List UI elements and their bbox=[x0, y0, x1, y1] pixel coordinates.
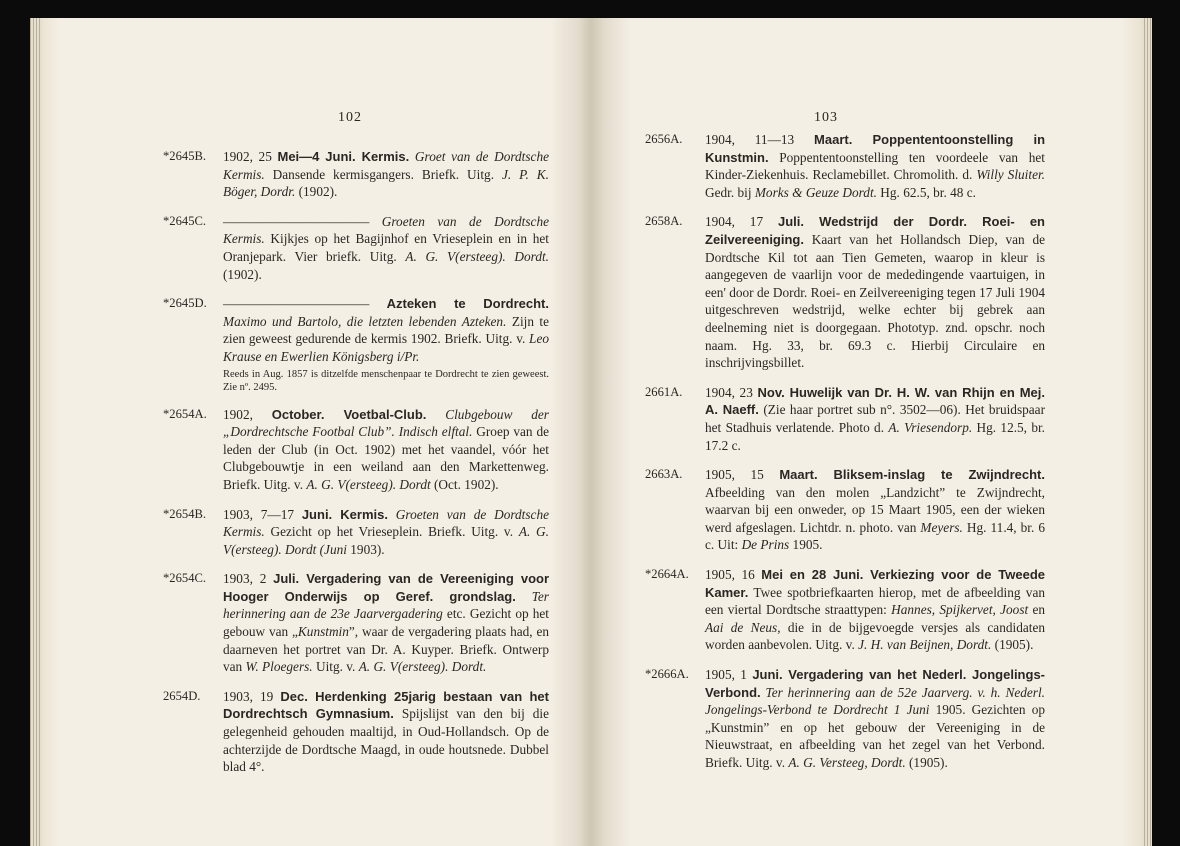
entry-title-italic: J. H. van Beijnen, Dordt. bbox=[858, 637, 992, 653]
entry-heading: Mei—4 Juni. Kermis. bbox=[277, 149, 410, 164]
entry-text: 1905. bbox=[789, 537, 823, 553]
entry-text: 1903, 2 bbox=[223, 571, 274, 587]
entry-text bbox=[388, 507, 396, 522]
entry-text: (1902). bbox=[223, 266, 262, 282]
right-page bbox=[591, 18, 1152, 846]
entry-number: 2663A. bbox=[645, 467, 683, 482]
entry-text: en bbox=[1028, 602, 1045, 618]
entry-title-italic: A. G. V(ersteeg). Dordt bbox=[306, 476, 431, 492]
entry-title-italic: Groeten van de Dordtsche Kermis. bbox=[223, 506, 550, 540]
entry-text: Hg. 12.5, br. 17.2 c. bbox=[705, 419, 1045, 453]
entry-number: *2654C. bbox=[163, 571, 207, 586]
entry-number: *2654B. bbox=[163, 506, 207, 521]
page-edges bbox=[30, 18, 42, 846]
page-number: 103 bbox=[814, 110, 838, 125]
entry-text: 1904, 17 bbox=[705, 214, 778, 230]
entry-text: 1905, 1 bbox=[705, 667, 753, 683]
entry-number: 2658A. bbox=[645, 214, 683, 229]
entry-text: 1903, 19 bbox=[223, 688, 281, 704]
entry-heading: Maart. Bliksem-inslag te Zwijndrecht. bbox=[779, 467, 1046, 483]
entry-number: 2661A. bbox=[645, 384, 683, 399]
entry-text: 1905, 15 bbox=[705, 467, 780, 483]
entry-number: 2654D. bbox=[163, 688, 201, 703]
entry-heading: October. Voetbal-Club. bbox=[271, 406, 427, 422]
entry-title-italic: Groeten van de Dordtsche Kermis. bbox=[223, 213, 549, 247]
left-page bbox=[30, 18, 591, 846]
entry-title-italic: Ter herinnering aan de 23e Jaarvergadering bbox=[223, 588, 549, 622]
entry-text: Twee spotbriefkaarten hierop, met de afbeelding van een viertal Dordtsche straattypen: bbox=[705, 584, 1045, 618]
entry-title-italic: Leo Krause en Ewerlien Königsberg i/Pr. bbox=[223, 331, 549, 364]
catalog-entry bbox=[163, 570, 549, 676]
entry-title-italic: J. P. K. Böger, Dordr. bbox=[223, 166, 549, 200]
catalog-entry bbox=[163, 295, 549, 393]
entry-text: 1905. Gezichten op „Kunstmin” en op het gebouw der Vereeniging in de Nieuwstraat, en afbeelding van het zegel van het Verbond. Briefk. Uitg. v. bbox=[705, 702, 1045, 770]
entry-text: (1902). bbox=[295, 184, 338, 200]
entry-title-italic: Hannes, Spijkervet, Joost bbox=[891, 602, 1029, 618]
page-number: 102 bbox=[338, 110, 362, 125]
entry-heading: Maart. Poppententoonstelling in Kunstmin. bbox=[705, 132, 1046, 165]
entry-title-italic: Ter herinnering aan de 52e Jaarverg. v. h. Nederl. Jongelings-Verbond te Dordrecht 1 Juni bbox=[705, 684, 1045, 718]
catalog-entry bbox=[163, 688, 549, 776]
entry-heading: Mei en 28 Juni. Verkiezing voor de Tweede Kamer. bbox=[705, 567, 1045, 600]
catalog-entries bbox=[163, 148, 549, 788]
entry-text: 1902, 25 bbox=[223, 149, 278, 164]
entry-heading: Azteken te Dordrecht. bbox=[386, 296, 549, 312]
entry-text: Zijn te zien geweest gedurende de kermis 1902. Briefk. Uitg. v. bbox=[223, 313, 550, 347]
entry-title-italic: A. G. Versteeg, Dordt. bbox=[788, 755, 906, 770]
entry-text: (Zie haar portret sub n°. 3502—06). Het bruidspaar het Stadhuis verlatende. Photo d. bbox=[705, 402, 1046, 435]
entry-title-italic: W. Ploegers. bbox=[245, 659, 313, 675]
entry-text: etc. Gezicht op het gebouw van „ bbox=[223, 606, 549, 640]
entry-number: *2645B. bbox=[163, 149, 207, 163]
entry-title-italic: Kunstmin bbox=[297, 624, 349, 640]
catalog-entry bbox=[645, 131, 1045, 201]
entry-title-italic: A. G. V(ersteeg). Dordt. bbox=[405, 248, 549, 264]
entry-title-italic: A. G. V(ersteeg). Dordt (Juni bbox=[223, 524, 549, 557]
catalog-entries bbox=[645, 131, 1045, 784]
catalog-entry bbox=[163, 406, 549, 494]
catalog-entry bbox=[645, 384, 1045, 454]
entry-title-italic: Morks & Geuze Dordt. bbox=[754, 184, 877, 200]
entry-text: Dansende kermisgangers. Briefk. Uitg. bbox=[264, 166, 502, 182]
catalog-entry bbox=[645, 566, 1045, 654]
entry-title-italic: Willy Sluiter. bbox=[976, 167, 1045, 183]
entry-text: ——————————— bbox=[223, 296, 387, 312]
entry-text: Groep van de leden der Club (in Oct. 1902) met het vaandel, vóór het Clubgebouwtje in een weiland aan den Markettenweg. Briefk. Uitg. v. bbox=[223, 424, 549, 492]
catalog-entry bbox=[163, 148, 549, 201]
entry-text: ——————————— bbox=[223, 213, 382, 229]
entry-text: 1904, 23 bbox=[705, 384, 758, 400]
entry-title-italic: Groet van de Dordtsche Kermis. bbox=[223, 149, 549, 182]
entry-number: *2664A. bbox=[645, 567, 689, 582]
entry-number: *2654A. bbox=[163, 406, 207, 421]
entry-title-italic: A. G. V(ersteeg). Dordt. bbox=[358, 659, 487, 675]
entry-text: Hg. 11.4, br. 6 c. Uit: bbox=[705, 519, 1045, 553]
entry-text: Gedr. bij bbox=[705, 184, 755, 200]
entry-text bbox=[516, 589, 532, 604]
entry-title-italic: Clubgebouw der „Dordrechtsche Footbal Club”. Indisch elftal. bbox=[223, 406, 549, 440]
entry-text: 1903). bbox=[346, 541, 385, 557]
entry-number: *2645D. bbox=[163, 296, 207, 311]
entry-text: (Oct. 1902). bbox=[430, 476, 499, 492]
entry-text: ”, waar de vergadering plaats had, en daarneven het portret van Dr. A. Kuyper. Briefk. Ontwerp van bbox=[223, 624, 549, 675]
entry-number: *2645C. bbox=[163, 213, 207, 228]
entry-heading: Juli. Wedstrijd der Dordr. Roei- en Zeilvereeniging. bbox=[705, 214, 1045, 247]
entry-heading: Nov. Huwelijk van Dr. H. W. van Rhijn en Mej. A. Naeff. bbox=[705, 384, 1045, 418]
entry-note: Reeds in Aug. 1857 is ditzelfde menschenpaar te Dordrecht te zien geweest. Zie nº. 2495. bbox=[223, 368, 549, 393]
entry-title-italic: Maximo und Bartolo, die letzten lebenden Azteken. bbox=[223, 313, 507, 329]
catalog-entry bbox=[645, 666, 1045, 772]
entry-text: die in de bijgevoegde versjes als candidaten worden aanbevolen. Uitg. v. bbox=[705, 619, 1045, 653]
entry-text: Poppententoonstelling ten voordeele van het Kinder-Ziekenhuis. Reclamebillet. Chromolith. d. bbox=[705, 149, 1045, 183]
entry-text: 1905, 16 bbox=[705, 567, 762, 583]
entry-heading: Juni. Vergadering van het Nederl. Jongelings-Verbond. bbox=[705, 667, 1045, 700]
entry-text: Afbeelding van den molen „Landzicht” te Zwijndrecht, waarvan bij een onweder, op 15 Maart 1905, een der wieken werd afgeslagen. Lichtdr. n. photo. van bbox=[705, 484, 1045, 535]
open-book bbox=[30, 18, 1152, 846]
entry-text: (1905). bbox=[905, 755, 948, 770]
entry-heading: Juni. Kermis. bbox=[301, 506, 388, 522]
entry-title-italic: De Prins bbox=[741, 537, 790, 553]
entry-title-italic: A. Vriesendorp. bbox=[888, 419, 973, 435]
catalog-entry bbox=[163, 506, 549, 559]
catalog-entry bbox=[163, 213, 549, 283]
page-edges bbox=[1142, 18, 1152, 846]
entry-text: Hg. 62.5, br. 48 c. bbox=[876, 184, 976, 200]
entry-text: Spijslijst van den bij die gelegenheid gehouden maaltijd, in Oud-Hollandsch. Op de achterzijde de Dordtsche Maagd, in oude houtsnede. Dubbel blad 4°. bbox=[223, 706, 550, 775]
catalog-entry bbox=[645, 213, 1045, 371]
entry-text: Gezicht op het Vrieseplein. Briefk. Uitg. v. bbox=[264, 524, 519, 540]
entry-number: *2666A. bbox=[645, 667, 689, 682]
entry-text: (1905). bbox=[991, 637, 1034, 653]
entry-title-italic: Aai de Neus, bbox=[705, 619, 781, 635]
entry-title-italic: Meyers. bbox=[920, 519, 963, 535]
entry-heading: Juli. Vergadering van de Vereeniging voor Hooger Onderwijs op Geref. grondslag. bbox=[223, 571, 550, 604]
entry-text: Kijkjes op het Bagijnhof en Vrieseplein en in het Oranjepark. Vier briefk. Uitg. bbox=[223, 231, 549, 264]
entry-text: 1902, bbox=[223, 406, 272, 422]
entry-text: Kaart van het Hollandsch Diep, van de Dordtsche Kil tot aan Tien Gemeten, waarop in kleur is aangegeven de vaarlijn voor de mededingende vaartuigen, in een' door de Dordr. Roei- en Zeilvereeniging tegen 17 Juli 1904 uitgeschreven wedstrijd, welke echter bij gebrek aan deelneming niet is doorgegaan. Phototyp. znd. opschr. noch naam. Hg. 33, br. 69.3 c. Hierbij Circulaire en inschrijvingsbillet. bbox=[705, 231, 1045, 371]
entry-number: 2656A. bbox=[645, 132, 683, 146]
entry-heading: Dec. Herdenking 25jarig bestaan van het Dordrechtsch Gymnasium. bbox=[223, 688, 549, 722]
entry-text bbox=[426, 407, 445, 422]
entry-text: Uitg. v. bbox=[312, 659, 359, 675]
entry-text: 1903, 7—17 bbox=[223, 506, 302, 522]
entry-text: 1904, 11—13 bbox=[705, 132, 815, 147]
catalog-entry bbox=[645, 466, 1045, 554]
